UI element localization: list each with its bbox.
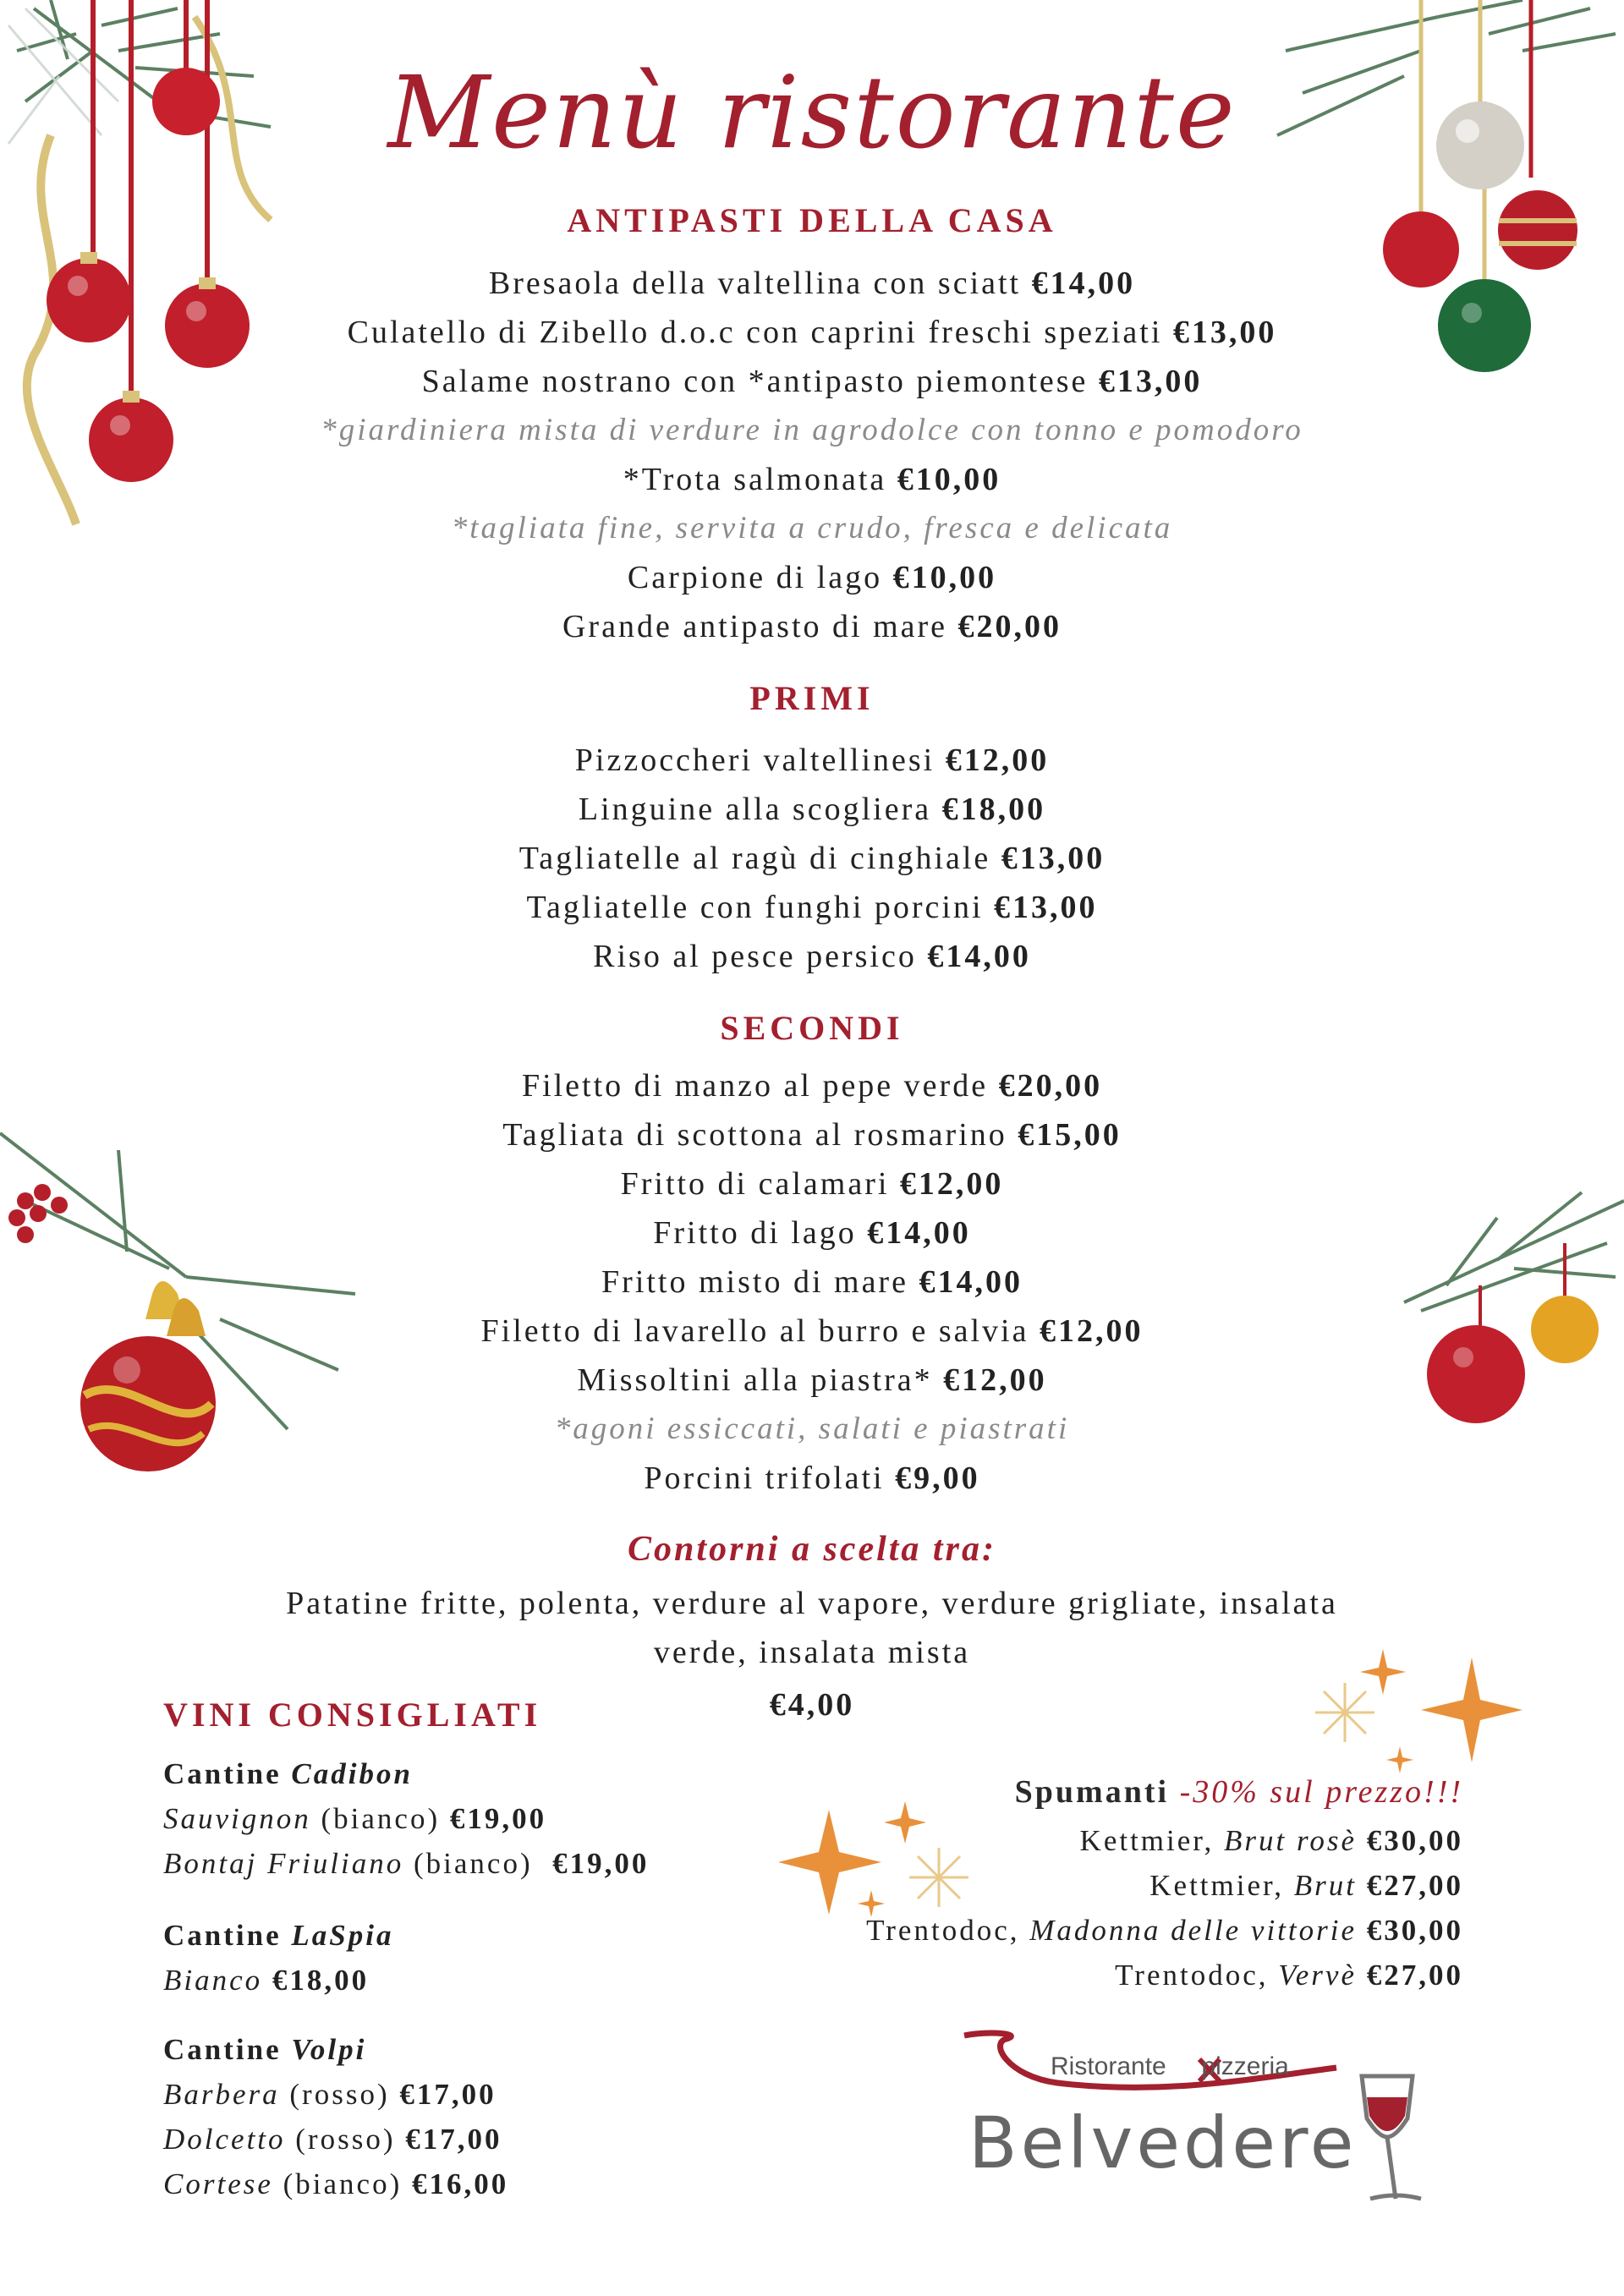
- logo-tagline: Ristorante pizzeria: [1051, 2052, 1289, 2080]
- menu-item: Riso al pesce persico €14,00: [593, 939, 1031, 974]
- wine-item: Sauvignon (bianco) €19,00: [163, 1802, 547, 1835]
- menu-item: Filetto di lavarello al burro e salvia €12,00: [480, 1313, 1144, 1349]
- wine-item: Cortese (bianco) €16,00: [163, 2167, 509, 2200]
- menu-item: Fritto misto di mare €14,00: [601, 1264, 1023, 1300]
- section-heading-vini: VINI CONSIGLIATI: [163, 1696, 542, 1734]
- menu-item: Grande antipasto di mare €20,00: [562, 609, 1062, 644]
- menu-item: Linguine alla scogliera €18,00: [578, 792, 1046, 827]
- wine-producer: Cantine Volpi: [163, 2033, 367, 2066]
- menu-item-note: *giardiniera mista di verdure in agrodolce con tonno e pomodoro: [321, 413, 1303, 447]
- section-heading-antipasti: ANTIPASTI DELLA CASA: [567, 201, 1057, 239]
- menu-item: Carpione di lago €10,00: [627, 560, 997, 595]
- wine-item: Bontaj Friuliano (bianco) €19,00: [163, 1847, 650, 1880]
- menu-item: Salame nostrano con *antipasto piemontese €13,00: [421, 364, 1203, 399]
- spumanti-heading: Spumanti -30% sul prezzo!!!: [1014, 1774, 1463, 1810]
- wine-item: Barbera (rosso) €17,00: [163, 2078, 497, 2111]
- sparkles-left: [778, 1801, 973, 1920]
- menu-item: Porcini trifolati €9,00: [644, 1460, 980, 1496]
- wine-item: Bianco €18,00: [163, 1964, 370, 1997]
- menu-item: Missoltini alla piastra* €12,00: [577, 1362, 1047, 1398]
- page-title: Menù ristorante: [387, 54, 1237, 171]
- menu-item-note: *agoni essiccati, salati e piastrati: [554, 1411, 1070, 1446]
- menu-item: Fritto di calamari €12,00: [620, 1166, 1004, 1202]
- contorni-line: Patatine fritte, polenta, verdure al vapore, verdure grigliate, insalata: [286, 1586, 1338, 1621]
- spumante-item: Kettmier, Brut €27,00: [1149, 1869, 1463, 1902]
- wine-producer: Cantine Cadibon: [163, 1757, 413, 1790]
- menu-item: Tagliatelle al ragù di cinghiale €13,00: [518, 841, 1106, 876]
- contorni-price: €4,00: [769, 1687, 855, 1723]
- spumante-item: Trentodoc, Madonna delle vittorie €30,00: [866, 1914, 1463, 1947]
- menu-item-note: *tagliata fine, servita a crudo, fresca e delicata: [451, 511, 1173, 545]
- restaurant-logo: [956, 2025, 1463, 2237]
- menu-item: Tagliata di scottona al rosmarino €15,00: [502, 1117, 1122, 1153]
- menu-item: Tagliatelle con funghi porcini €13,00: [526, 890, 1098, 925]
- menu-item: Pizzoccheri valtellinesi €12,00: [574, 743, 1050, 778]
- contorni-line: verde, insalata mista: [653, 1635, 971, 1670]
- section-heading-primi: PRIMI: [749, 679, 875, 717]
- logo-name: Belvedere: [968, 2101, 1358, 2184]
- spumante-item: Kettmier, Brut rosè €30,00: [1079, 1824, 1463, 1857]
- menu-item: *Trota salmonata €10,00: [623, 462, 1001, 497]
- menu-item: Fritto di lago €14,00: [653, 1215, 971, 1251]
- menu-item: Culatello di Zibello d.o.c con caprini freschi speziati €13,00: [347, 315, 1277, 350]
- spumante-item: Trentodoc, Vervè €27,00: [1115, 1959, 1463, 1992]
- wine-item: Dolcetto (rosso) €17,00: [163, 2123, 502, 2156]
- wine-producer: Cantine LaSpia: [163, 1919, 394, 1952]
- menu-item: Filetto di manzo al pepe verde €20,00: [521, 1068, 1103, 1104]
- section-heading-secondi: SECONDI: [720, 1009, 904, 1047]
- menu-item: Bresaola della valtellina con sciatt €14,00: [488, 266, 1136, 301]
- contorni-heading: Contorni a scelta tra:: [628, 1530, 996, 1569]
